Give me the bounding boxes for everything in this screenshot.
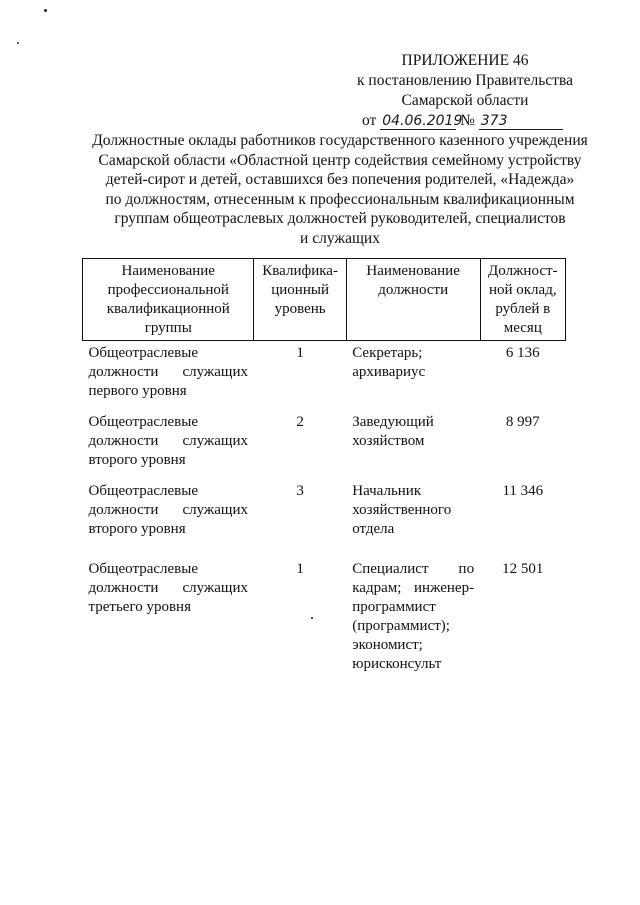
table-header-row [83, 259, 566, 341]
cell-group: Общеотраслевые должности служащих первого уровня [88, 345, 248, 399]
appendix-header [350, 51, 580, 131]
handwritten-number: 373 [479, 113, 563, 130]
number-prefix: № [460, 112, 475, 129]
cell-salary: 11 346 [502, 483, 544, 499]
header-level: Квалифика-ционный уровень [254, 259, 346, 341]
salary-table [82, 258, 566, 674]
table-row [83, 410, 566, 479]
title-line: детей-сирот и детей, оставшихся без попечения родителей, «Надежда» [105, 171, 575, 188]
cell-salary: 12 501 [502, 561, 544, 577]
scan-speck [17, 42, 19, 44]
title-line: Самарской области «Областной центр содействия семейному устройству [98, 151, 582, 169]
scan-speck [44, 9, 47, 12]
region-name: Самарской области [401, 92, 529, 109]
resolution-reference: к постановлению Правительства [357, 72, 573, 89]
cell-group: Общеотраслевые должности служащих третьего уровня [88, 561, 248, 615]
header-group: Наименование профессиональной квалификационной группы [83, 259, 254, 341]
table-row [83, 341, 566, 411]
cell-group: Общеотраслевые должности служащих второго уровня [88, 483, 248, 537]
cell-salary: 6 136 [505, 345, 540, 361]
title-line: Должностные оклады работников государственного казенного учреждения [92, 132, 588, 149]
cell-group: Общеотраслевые должности служащих второго уровня [88, 414, 248, 468]
appendix-number: ПРИЛОЖЕНИЕ 46 [401, 52, 529, 69]
cell-salary: 8 997 [505, 414, 540, 430]
date-number-line [350, 111, 580, 131]
scan-speck [311, 617, 313, 619]
title-line: по должностям, отнесенным к профессиональным квалификационным [105, 190, 575, 208]
cell-position: Начальник хозяйственного отдела [352, 483, 452, 537]
title-line: и служащих [300, 229, 380, 247]
header-salary: Должност-ной оклад, рублей в месяц [480, 259, 565, 341]
table-row [83, 558, 566, 674]
cell-level: 1 [296, 561, 304, 577]
cell-position: Секретарь; архивариус [352, 345, 426, 380]
cell-level: 1 [296, 345, 304, 361]
cell-position: Специалист по кадрам; инженер-программист (программист); экономист; юрисконсульт [352, 561, 475, 672]
cell-position: Заведующий хозяйством [352, 414, 434, 449]
title-line: группам общеотраслевых должностей руководителей, специалистов [114, 210, 566, 227]
date-prefix: от [362, 112, 377, 129]
table-row [83, 479, 566, 558]
document-title [60, 131, 620, 248]
cell-level: 3 [296, 483, 304, 499]
cell-level: 2 [296, 414, 304, 430]
handwritten-date: 04.06.2019 [382, 113, 463, 129]
header-position: Наименование должности [346, 259, 480, 341]
